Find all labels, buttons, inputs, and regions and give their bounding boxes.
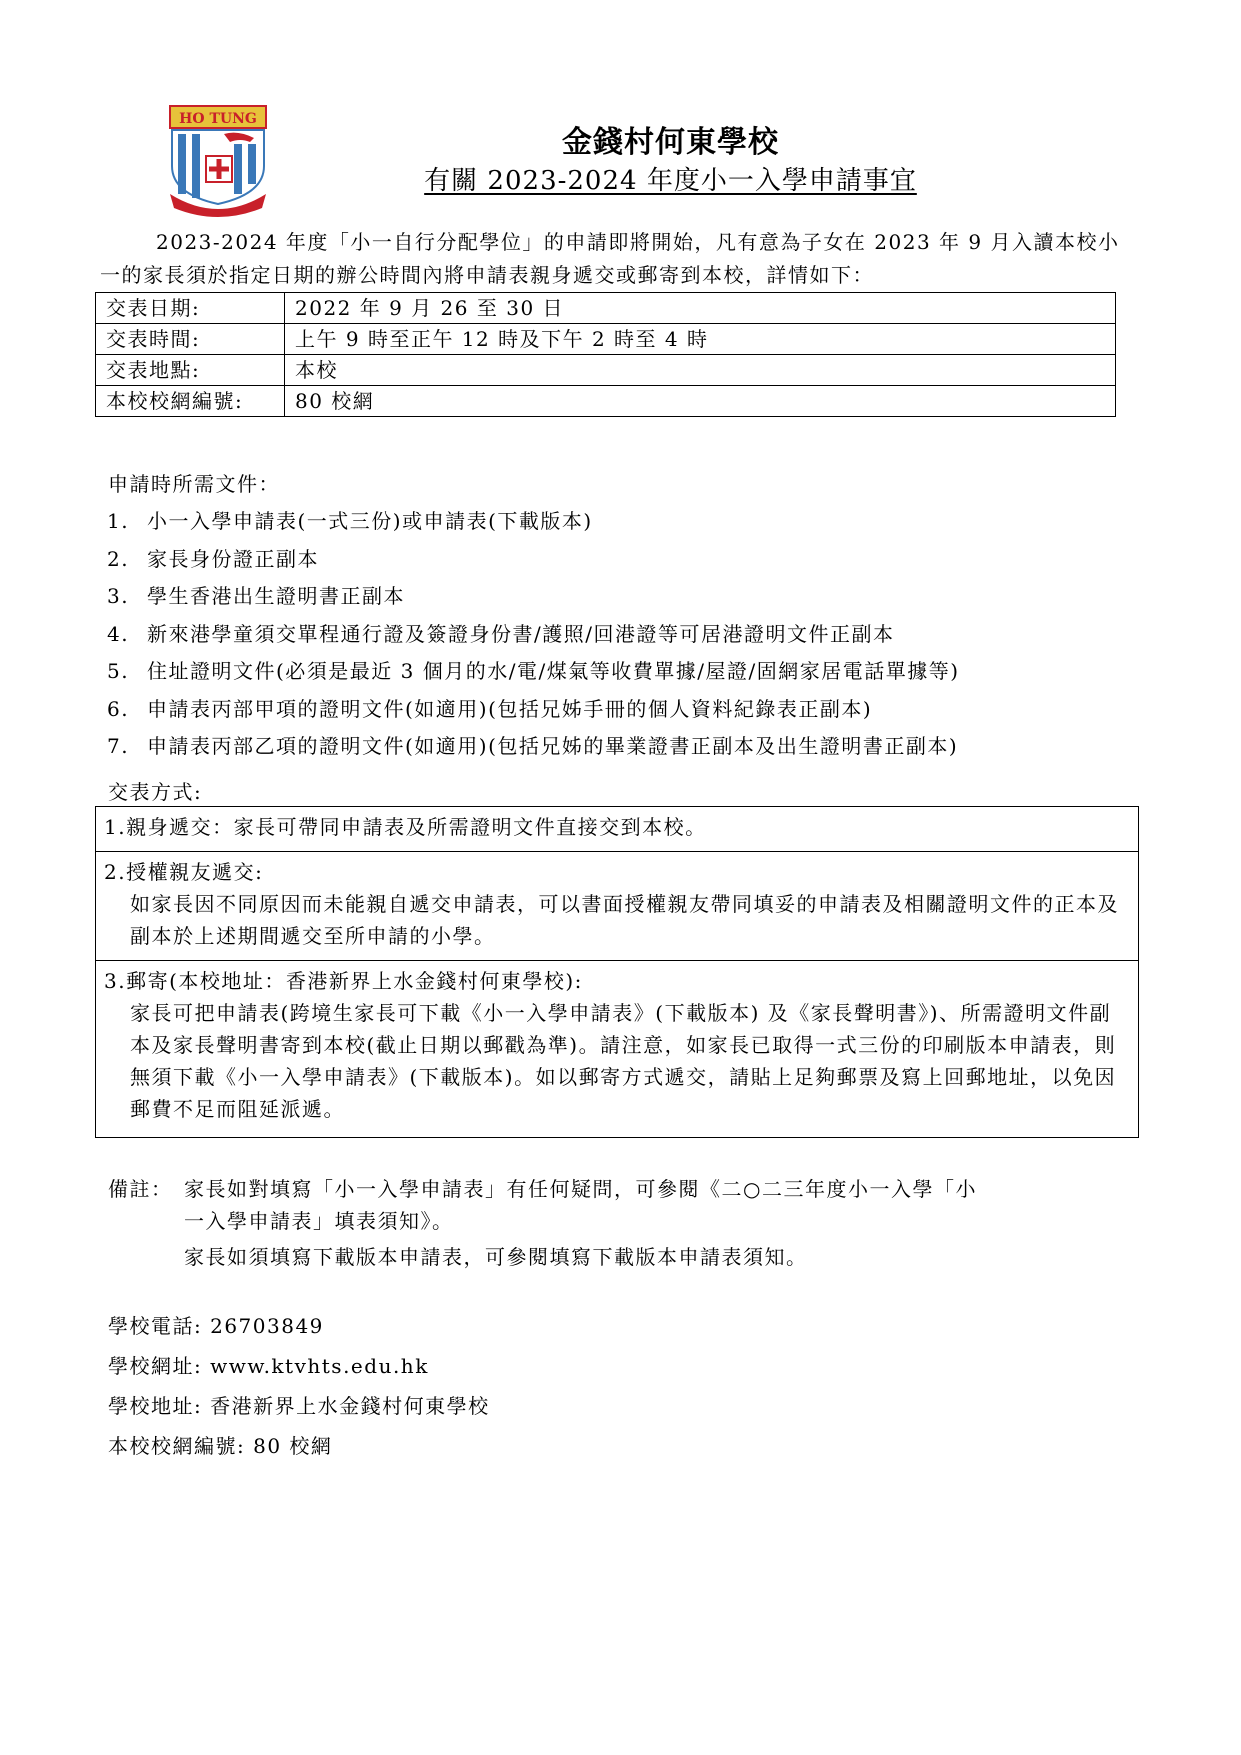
methods-heading: 交表方式: [108,780,203,804]
list-number: 5. [107,659,130,683]
list-number: 6. [107,696,130,721]
school-website: 學校網址: www.ktvhts.edu.hk [108,1354,429,1378]
table-label: 交表日期: [96,293,285,324]
table-value: 80 校網 [285,386,1116,417]
method-body: 家長可把申請表(跨境生家長可下載《小一入學申請表》(下載版本) 及《家長聲明書》)、所需證明文件副本及家長聲明書寄到本校(截止日期以郵戳為準)。請注意，如家長已取得一式三份的印刷版本申請表，則無須下載《小一入學申請表》(下載版本)。如以郵寄方式遞交，請貼上足夠郵票及寫上回郵地址，以免因郵費不足而阻延派遞。 [130,1001,1117,1121]
list-text: 申請表丙部乙項的證明文件(如適用)(包括兄姊的畢業證書正副本及出生證明書正副本) [147,734,959,758]
remarks-line: 一入學申請表」填表須知》。 [184,1209,454,1233]
list-item [107,653,960,691]
method-item [96,961,1138,1137]
school-name: 金錢村何東學校 [562,125,779,160]
remarks-line: 家長如須填寫下載版本申請表，可參閱填寫下載版本申請表須知。 [184,1245,808,1269]
list-item [107,503,960,541]
list-text: 學生香港出生證明書正副本 [147,584,405,608]
table-row [96,293,1116,324]
school-address: 學校地址: 香港新界上水金錢村何東學校 [108,1394,490,1418]
method-item [96,852,1138,961]
methods-box [95,806,1139,1138]
list-number: 3. [107,584,130,608]
method-heading: 3.郵寄(本校地址：香港新界上水金錢村何東學校): [104,969,583,993]
list-text: 住址證明文件(必須是最近 3 個月的水/電/煤氣等收費單據/屋證/固網家居電話單據等) [147,659,960,683]
list-number: 4. [107,621,130,646]
remarks-line: 家長如對填寫「小一入學申請表」有任何疑問，可參閱《二○二三年度小一入學「小 [184,1177,977,1201]
remarks [108,1173,1118,1273]
list-item [107,691,960,729]
list-number: 1. [107,509,130,533]
list-number: 7. [107,734,130,758]
school-phone: 學校電話: 26703849 [108,1314,324,1338]
document-title-text: 有關 2023-2024 年度小一入學申請事宜 [424,166,917,196]
intro-paragraph: 2023-2024 年度「小一自行分配學位」的申請即將開始，凡有意為子女在 2023 年 9 月入讀本校小一的家長須於指定日期的辦公時間內將申請表親身遞交或郵寄到本校，詳情如下： [100,230,1120,287]
list-text: 新來港學童須交單程通行證及簽證身份書/護照/回港證等可居港證明文件正副本 [147,621,895,646]
list-text: 小一入學申請表(一式三份)或申請表(下載版本) [147,509,593,533]
table-label: 交表地點: [96,355,285,386]
list-text: 申請表丙部甲項的證明文件(如適用)(包括兄姊手冊的個人資料紀錄表正副本) [147,696,873,721]
table-value: 2022 年 9 月 26 至 30 日 [285,293,1116,324]
documents-list [107,503,960,766]
school-network: 本校校網編號: 80 校網 [108,1434,333,1458]
logo-text: HO TUNG [179,111,257,127]
list-text: 家長身份證正副本 [147,546,319,571]
remarks-label: 備註： [108,1177,173,1201]
list-item [107,541,960,579]
table-value: 本校 [285,355,1116,386]
info-table [95,292,1116,417]
list-item [107,616,960,654]
method-heading: 1.親身遞交：家長可帶同申請表及所需證明文件直接交到本校。 [104,815,707,839]
method-item [96,807,1138,852]
contact-info [108,1306,490,1466]
document-title [0,160,1241,197]
table-label: 交表時間: [96,324,285,355]
table-row [96,355,1116,386]
list-item [107,728,960,766]
list-item [107,578,960,616]
list-number: 2. [107,546,130,571]
table-label: 本校校網編號: [96,386,285,417]
table-value: 上午 9 時至正午 12 時及下午 2 時至 4 時 [285,324,1116,355]
documents-heading: 申請時所需文件： [108,472,280,496]
table-row [96,386,1116,417]
method-heading: 2.授權親友遞交: [104,860,264,884]
method-body: 如家長因不同原因而未能親自遞交申請表，可以書面授權親友帶同填妥的申請表及相關證明文件的正本及副本於上述期間遞交至所申請的小學。 [130,892,1119,948]
table-row [96,324,1116,355]
